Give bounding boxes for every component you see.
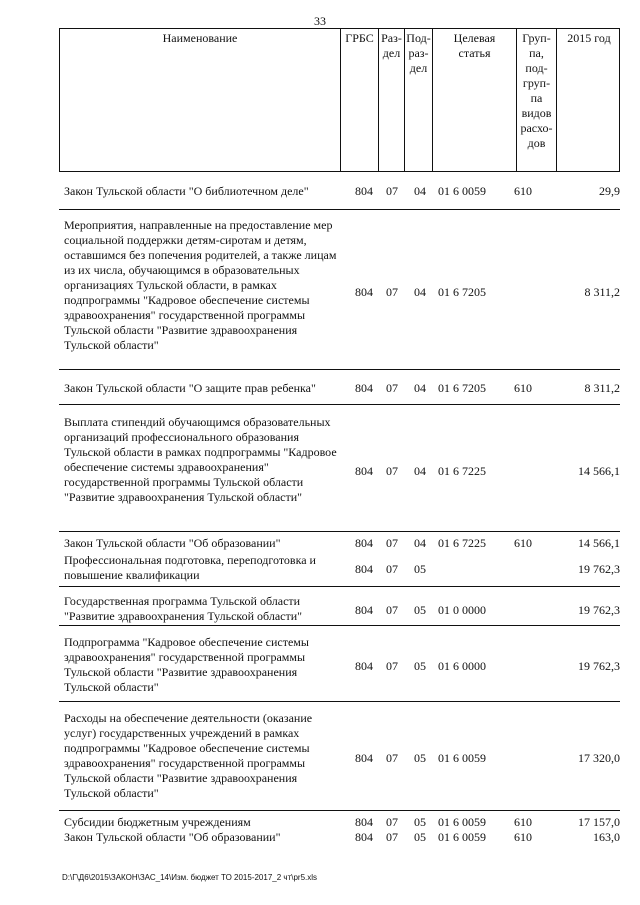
header-vid <box>516 29 556 171</box>
table-row <box>0 415 640 527</box>
table-row <box>0 635 640 695</box>
row-name: Профессиональная подготовка, переподготовка и повышение квалификации <box>64 553 316 582</box>
header-celevaya-line: статья <box>458 46 491 60</box>
row-grbs: 804 <box>355 659 373 673</box>
row-celevaya: 01 6 0059 <box>438 815 486 829</box>
row-vid: 610 <box>514 184 532 198</box>
header-year: 2015 год <box>556 29 621 171</box>
table-row <box>0 218 640 360</box>
header-razdel-line: дел <box>382 46 401 60</box>
row-podrazdel: 04 <box>414 464 426 478</box>
row-celevaya: 01 6 0059 <box>438 830 486 844</box>
row-grbs: 804 <box>355 184 373 198</box>
table-row <box>0 594 640 626</box>
row-razdel: 07 <box>386 815 398 829</box>
header-razdel <box>378 29 404 171</box>
row-separator <box>59 209 620 210</box>
row-sum: 8 311,2 <box>584 381 620 395</box>
row-name: Государственная программа Тульской области "Развитие здравоохранения Тульской области" <box>64 594 303 623</box>
table-row <box>0 536 640 552</box>
row-razdel: 07 <box>386 830 398 844</box>
row-name: Закон Тульской области "О защите прав ребенка" <box>64 381 316 395</box>
row-grbs: 804 <box>355 603 373 617</box>
row-separator <box>59 369 620 370</box>
row-sum: 29,9 <box>599 184 620 198</box>
row-celevaya: 01 6 0059 <box>438 751 486 765</box>
row-grbs: 804 <box>355 830 373 844</box>
row-razdel: 07 <box>386 751 398 765</box>
header-vid-line: Груп- <box>522 31 551 45</box>
row-razdel: 07 <box>386 603 398 617</box>
row-sum: 19 762,3 <box>578 659 620 673</box>
row-grbs: 804 <box>355 381 373 395</box>
row-sum: 14 566,1 <box>578 536 620 550</box>
row-separator <box>59 701 620 702</box>
header-vid-line: под- <box>525 61 548 75</box>
table-header <box>59 28 620 172</box>
header-podrazdel-line: Под- <box>406 31 431 45</box>
row-separator <box>59 810 620 811</box>
row-name: Закон Тульской области "Об образовании" <box>64 536 281 550</box>
row-sum: 19 762,3 <box>578 562 620 576</box>
header-vid-line: дов <box>527 136 546 150</box>
row-podrazdel: 04 <box>414 184 426 198</box>
row-podrazdel: 05 <box>414 830 426 844</box>
row-sum: 8 311,2 <box>584 285 620 299</box>
row-razdel: 07 <box>386 184 398 198</box>
row-name: Выплата стипендий обучающимся образовательных организаций профессионального образования Тульской области в рамках подпрограммы "Кадровое обеспечение системы здравоохранения" государственной программы Тульской области "Развитие здравоохранения Тульской области" <box>64 415 337 504</box>
row-podrazdel: 05 <box>414 562 426 576</box>
row-grbs: 804 <box>355 285 373 299</box>
header-name: Наименование <box>162 31 238 45</box>
row-podrazdel: 04 <box>414 381 426 395</box>
row-grbs: 804 <box>355 536 373 550</box>
row-grbs: 804 <box>355 751 373 765</box>
header-razdel-line: Раз- <box>381 31 402 45</box>
row-podrazdel: 05 <box>414 751 426 765</box>
row-name: Закон Тульской области "Об образовании" <box>64 830 281 844</box>
page-number: 33 <box>314 14 326 28</box>
row-grbs: 804 <box>355 562 373 576</box>
header-vid-line: груп- <box>522 76 551 90</box>
row-name: Закон Тульской области "О библиотечном деле" <box>64 184 309 198</box>
table-row <box>0 381 640 397</box>
row-celevaya: 01 6 7225 <box>438 536 486 550</box>
row-podrazdel: 04 <box>414 536 426 550</box>
row-vid: 610 <box>514 381 532 395</box>
row-celevaya: 01 6 7205 <box>438 285 486 299</box>
table-row <box>0 184 640 200</box>
row-separator <box>59 404 620 405</box>
header-podrazdel <box>404 29 432 171</box>
header-podrazdel-line: раз- <box>408 46 429 60</box>
row-razdel: 07 <box>386 464 398 478</box>
row-separator <box>59 625 620 626</box>
row-name: Расходы на обеспечение деятельности (оказание услуг) государственных учреждений в рамках подпрограммы "Кадровое обеспечение системы здравоохранения" государственной программы Тульской области "Развитие здравоохранения Тульской области" <box>64 711 313 800</box>
header-podrazdel-line: дел <box>409 61 428 75</box>
row-razdel: 07 <box>386 659 398 673</box>
row-vid: 610 <box>514 830 532 844</box>
table-row <box>0 815 640 831</box>
row-celevaya: 01 6 0000 <box>438 659 486 673</box>
header-vid-line: расхо- <box>520 121 553 135</box>
header-celevaya <box>432 29 516 171</box>
row-vid: 610 <box>514 536 532 550</box>
header-celevaya-line: Целевая <box>453 31 496 45</box>
row-razdel: 07 <box>386 536 398 550</box>
header-vid-line: па, <box>529 46 544 60</box>
row-razdel: 07 <box>386 562 398 576</box>
table-row <box>0 553 640 585</box>
row-separator <box>59 586 620 587</box>
row-grbs: 804 <box>355 464 373 478</box>
row-podrazdel: 05 <box>414 659 426 673</box>
file-path-footer: D:\Г\Д6\2015\ЗАКОН\ЗАС_14\Изм. бюджет ТО 2015-2017_2 чт\pr5.xls <box>62 873 318 882</box>
row-podrazdel: 05 <box>414 603 426 617</box>
row-sum: 17 157,0 <box>578 815 620 829</box>
row-separator <box>59 531 620 532</box>
row-celevaya: 01 6 7225 <box>438 464 486 478</box>
row-grbs: 804 <box>355 815 373 829</box>
row-podrazdel: 05 <box>414 815 426 829</box>
table-row <box>0 711 640 807</box>
row-razdel: 07 <box>386 381 398 395</box>
row-sum: 19 762,3 <box>578 603 620 617</box>
row-celevaya: 01 6 7205 <box>438 381 486 395</box>
row-podrazdel: 04 <box>414 285 426 299</box>
row-celevaya: 01 6 0059 <box>438 184 486 198</box>
row-name: Мероприятия, направленные на предоставление мер социальной поддержки детям-сиротам и детям, оставшимся без попечения родителей, а также лицам из их числа, обучающимся в образовательных организациях Тульской области, в рамках подпрограммы "Кадровое обеспечение системы здравоохранения" государственной программы Тульской области "Развитие здравоохранения Тульской области" <box>64 218 337 352</box>
header-vid-line: видов <box>521 106 552 120</box>
row-sum: 14 566,1 <box>578 464 620 478</box>
row-sum: 163,0 <box>593 830 620 844</box>
header-grbs: ГРБС <box>340 29 378 171</box>
row-name: Подпрограмма "Кадровое обеспечение системы здравоохранения" государственной программы Тульской области "Развитие здравоохранения Тульской области" <box>64 635 309 694</box>
table-row <box>0 830 640 846</box>
row-razdel: 07 <box>386 285 398 299</box>
row-name: Субсидии бюджетным учреждениям <box>64 815 251 829</box>
row-sum: 17 320,0 <box>578 751 620 765</box>
row-celevaya: 01 0 0000 <box>438 603 486 617</box>
row-vid: 610 <box>514 815 532 829</box>
header-vid-line: па <box>530 91 543 105</box>
